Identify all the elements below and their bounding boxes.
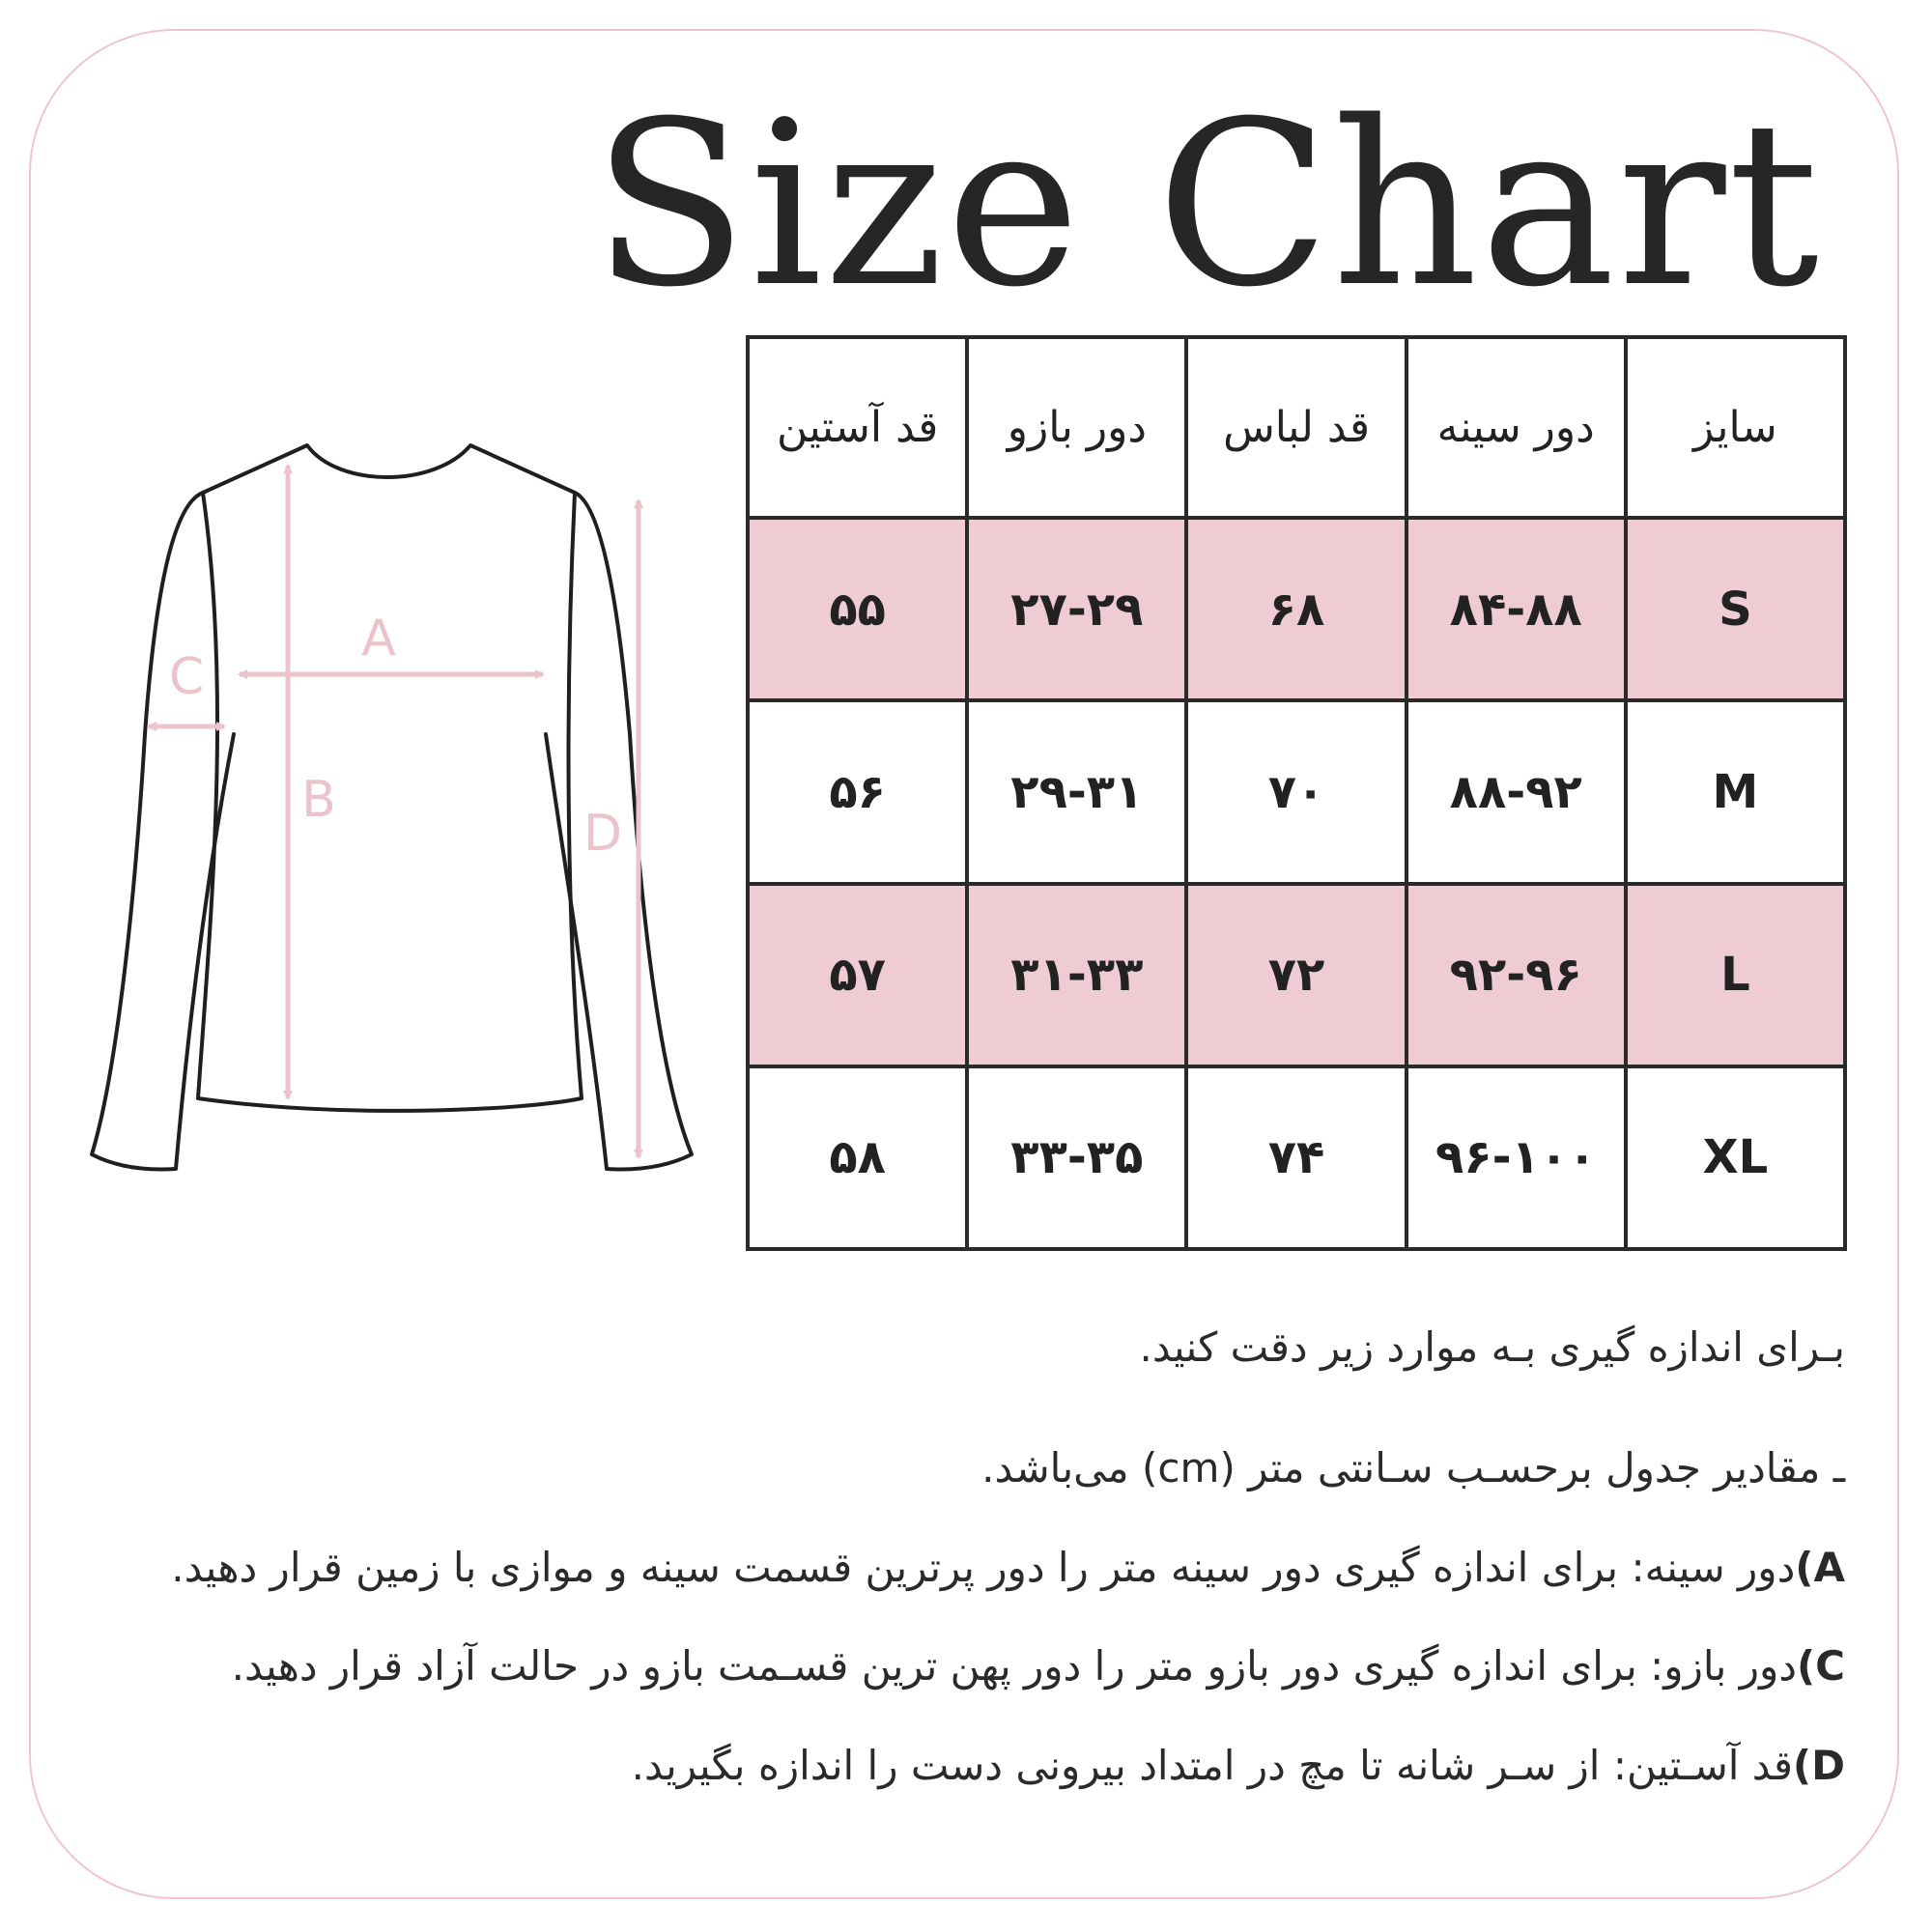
cell-length: ۶۸ — [1186, 518, 1406, 700]
note-letter: D) — [1792, 1741, 1845, 1789]
cell-arm: ۳۳-۳۵ — [967, 1066, 1186, 1249]
notes-intro: بـرای اندازه گیری بـه موارد زیر دقت کنید. — [1139, 1323, 1845, 1371]
header-length: قد لباس — [1186, 337, 1406, 518]
size-table — [746, 335, 1847, 1251]
cell-size: XL — [1626, 1066, 1845, 1249]
notes-units: ـ مقادیر جدول برحسـب سـانتی متر (cm) می‌باشد. — [981, 1444, 1845, 1492]
note-text: دور بازو: برای اندازه گیری دور بازو متر را دور پهن ترین قسـمت بازو در حالت آزاد قرار دهید. — [231, 1642, 1797, 1690]
cell-arm: ۳۱-۳۳ — [967, 884, 1186, 1066]
note-text: قد آسـتین: از سـر شانه تا مچ در امتداد بیرونی دست را اندازه بگیرید. — [631, 1741, 1793, 1789]
table-row — [748, 518, 1845, 700]
header-arm: دور بازو — [967, 337, 1186, 518]
table-row — [748, 884, 1845, 1066]
note-letter: C) — [1796, 1642, 1845, 1690]
cell-arm: ۲۷-۲۹ — [967, 518, 1186, 700]
shirt-diagram — [77, 425, 705, 1188]
table-row — [748, 700, 1845, 883]
note-item-arm — [87, 1642, 1845, 1690]
note-letter: A) — [1795, 1543, 1845, 1591]
table-header-row — [748, 337, 1845, 518]
cell-length: ۷۰ — [1186, 700, 1406, 883]
label-a: A — [361, 610, 396, 668]
cell-chest: ۸۴-۸۸ — [1406, 518, 1626, 700]
cell-sleeve: ۵۵ — [748, 518, 967, 700]
cell-length: ۷۴ — [1186, 1066, 1406, 1249]
page-title: Size Chart — [592, 73, 1821, 337]
cell-size: L — [1626, 884, 1845, 1066]
cell-size: M — [1626, 700, 1845, 883]
cell-arm: ۲۹-۳۱ — [967, 700, 1186, 883]
header-sleeve: قد آستین — [748, 337, 967, 518]
cell-chest: ۸۸-۹۲ — [1406, 700, 1626, 883]
cell-size: S — [1626, 518, 1845, 700]
table-row — [748, 1066, 1845, 1249]
header-size: سایز — [1626, 337, 1845, 518]
cell-sleeve: ۵۸ — [748, 1066, 967, 1249]
measurement-notes — [87, 1323, 1845, 1790]
cell-length: ۷۲ — [1186, 884, 1406, 1066]
header-chest: دور سینه — [1406, 337, 1626, 518]
cell-chest: ۹۲-۹۶ — [1406, 884, 1626, 1066]
shirt-body-outline — [198, 445, 582, 1111]
note-item-chest — [87, 1544, 1845, 1592]
note-item-sleeve — [87, 1742, 1845, 1790]
cell-sleeve: ۵۶ — [748, 700, 967, 883]
label-b: B — [301, 771, 336, 829]
cell-chest: ۹۶-۱۰۰ — [1406, 1066, 1626, 1249]
note-text: دور سینه: برای اندازه گیری دور سینه متر را دور پرترین قسمت سینه و موازی با زمین قرار دهید. — [171, 1543, 1796, 1591]
cell-sleeve: ۵۷ — [748, 884, 967, 1066]
measure-arrows — [149, 466, 639, 1157]
label-c: C — [168, 648, 205, 706]
label-d: D — [582, 805, 623, 863]
